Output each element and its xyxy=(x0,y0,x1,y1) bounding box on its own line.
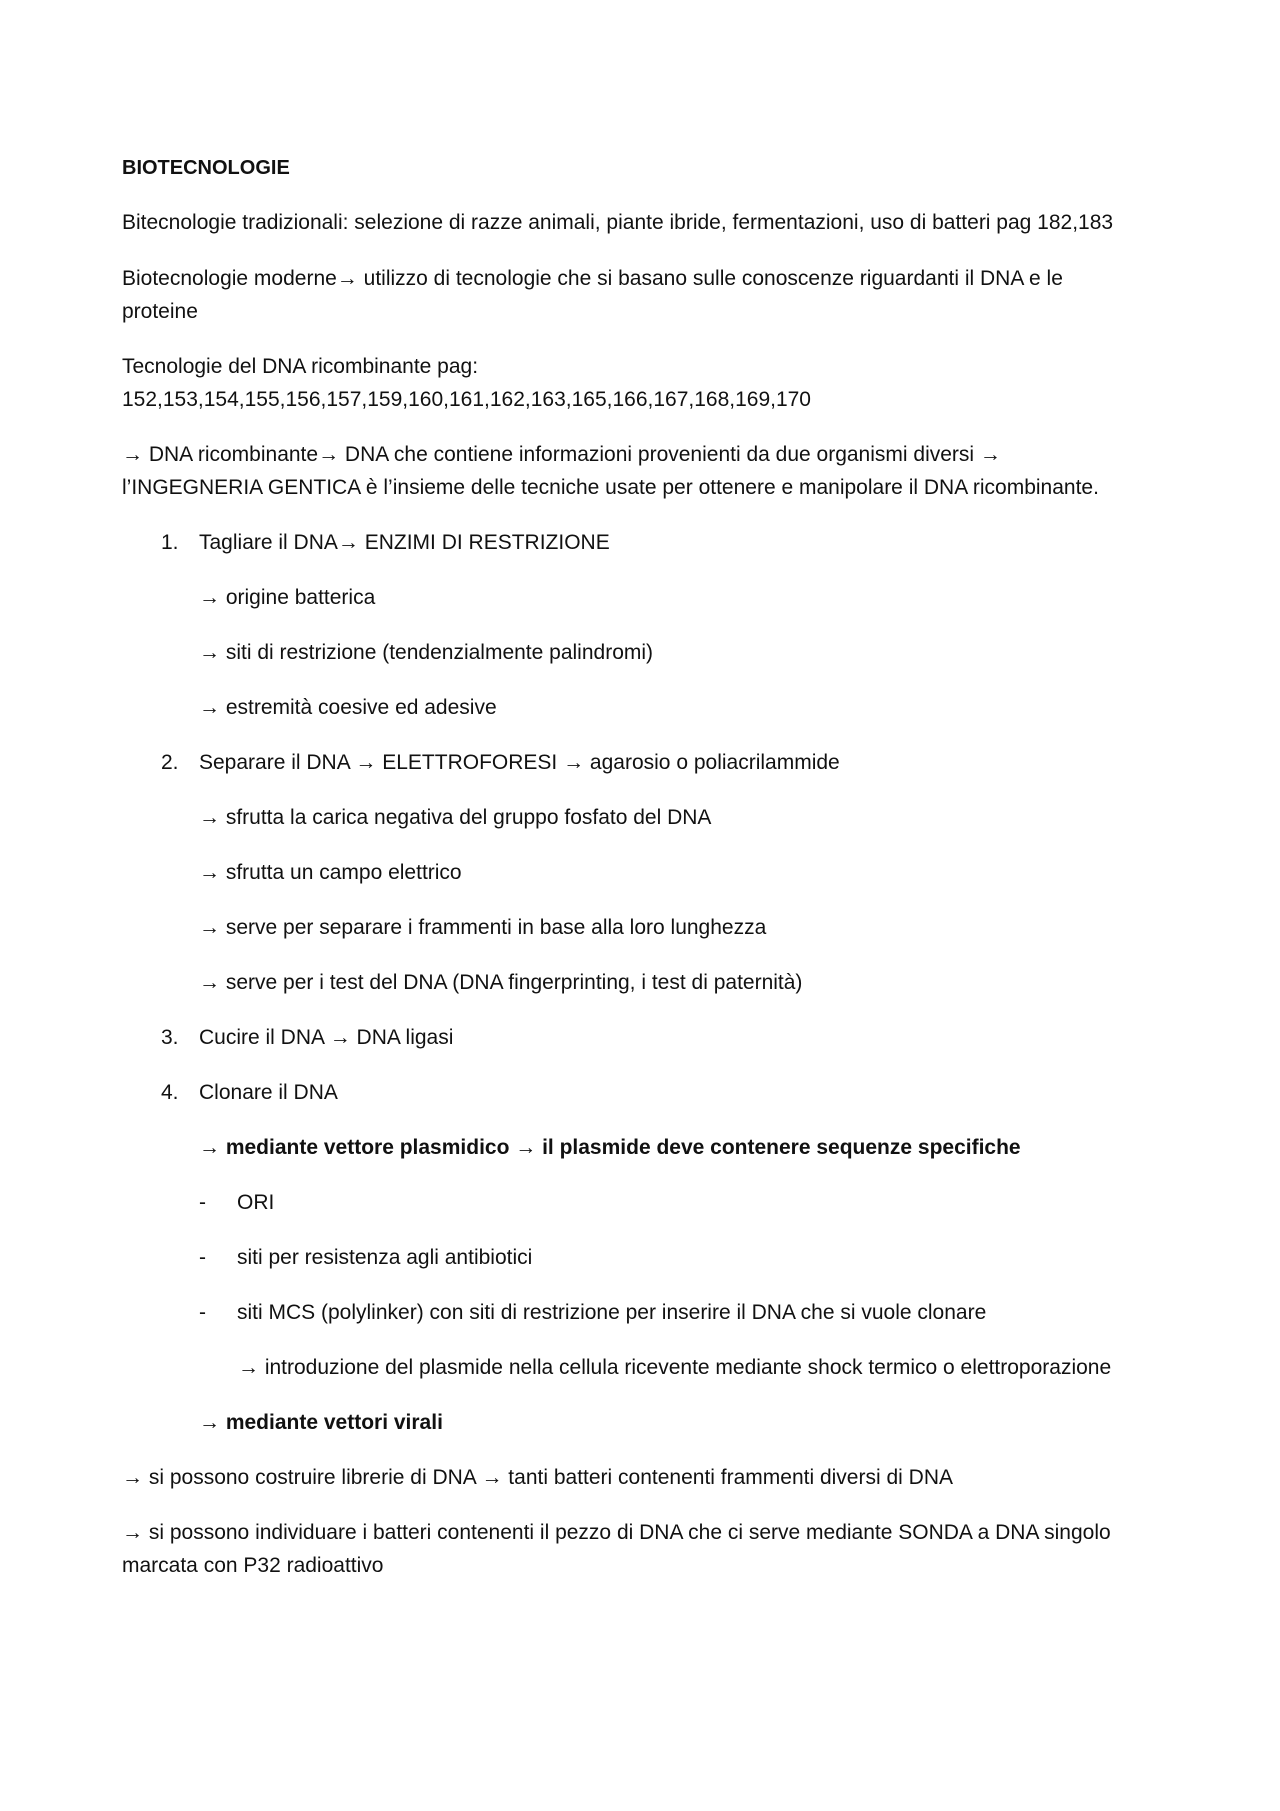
step-2-note: → sfrutta la carica negativa del gruppo fosfato del DNA xyxy=(199,806,712,829)
step-1-note: → origine batterica xyxy=(199,586,376,609)
step-number: 1. xyxy=(161,531,179,554)
dna-libraries-paragraph: → si possono costruire librerie di DNA → tanti batteri contenenti frammenti diversi di DNA xyxy=(122,1466,953,1489)
recombinant-definition-line-1: → DNA ricombinante→ DNA che contiene informazioni provenienti da due organismi diversi → xyxy=(122,443,1001,466)
step-text: Tagliare il DNA→ ENZIMI DI RESTRIZIONE xyxy=(199,531,610,554)
plasmid-item-text: ORI xyxy=(237,1191,275,1214)
recombinant-tech-line-1: Tecnologie del DNA ricombinante pag: xyxy=(122,355,479,378)
dna-probe-line-2: marcata con P32 radioattivo xyxy=(122,1554,384,1577)
plasmid-item xyxy=(199,1241,532,1274)
step-4 xyxy=(161,1076,338,1109)
modern-biotech-line-2: proteine xyxy=(122,300,198,323)
plasmid-item-text: siti per resistenza agli antibiotici xyxy=(237,1246,533,1269)
step-2 xyxy=(161,746,840,779)
traditional-biotech-paragraph: Bitecnologie tradizionali: selezione di razze animali, piante ibride, fermentazioni, uso di batteri pag 182,183 xyxy=(122,211,1114,234)
step-1-note: → siti di restrizione (tendenzialmente palindromi) xyxy=(199,641,654,664)
step-number: 2. xyxy=(161,751,179,774)
recombinant-definition-line-2: l’INGEGNERIA GENTICA è l’insieme delle tecniche usate per ottenere e manipolare il DNA ricombinante. xyxy=(122,476,1099,499)
step-text: Cucire il DNA → DNA ligasi xyxy=(199,1026,454,1049)
plasmid-item-text: siti MCS (polylinker) con siti di restrizione per inserire il DNA che si vuole clonare xyxy=(237,1301,987,1324)
document-title: BIOTECNOLOGIE xyxy=(122,157,290,179)
step-number: 4. xyxy=(161,1081,179,1104)
plasmid-vector-heading: → mediante vettore plasmidico → il plasmide deve contenere sequenze specifiche xyxy=(199,1136,1021,1159)
plasmid-item xyxy=(199,1186,274,1219)
plasmid-introduction-note: → introduzione del plasmide nella cellula ricevente mediante shock termico o elettroporazione xyxy=(238,1356,1112,1379)
step-2-note: → sfrutta un campo elettrico xyxy=(199,861,462,884)
recombinant-tech-pages: 152,153,154,155,156,157,159,160,161,162,163,165,166,167,168,169,170 xyxy=(122,388,811,411)
plasmid-item xyxy=(199,1296,986,1329)
step-3 xyxy=(161,1021,453,1054)
step-text: Clonare il DNA xyxy=(199,1081,338,1104)
step-1-note: → estremità coesive ed adesive xyxy=(199,696,497,719)
step-text: Separare il DNA → ELETTROFORESI → agarosio o poliacrilammide xyxy=(199,751,840,774)
step-number: 3. xyxy=(161,1026,179,1049)
modern-biotech-line-1: Biotecnologie moderne→ utilizzo di tecnologie che si basano sulle conoscenze riguardanti il DNA e le xyxy=(122,267,1063,290)
dash-bullet: - xyxy=(199,1246,206,1269)
step-2-note: → serve per i test del DNA (DNA fingerprinting, i test di paternità) xyxy=(199,971,803,994)
step-2-note: → serve per separare i frammenti in base alla loro lunghezza xyxy=(199,916,767,939)
step-1 xyxy=(161,526,610,559)
dna-probe-line-1: → si possono individuare i batteri contenenti il pezzo di DNA che ci serve mediante SONDA a DNA singolo xyxy=(122,1521,1111,1544)
viral-vector-heading: → mediante vettori virali xyxy=(199,1411,443,1434)
dash-bullet: - xyxy=(199,1301,206,1324)
dash-bullet: - xyxy=(199,1191,206,1214)
